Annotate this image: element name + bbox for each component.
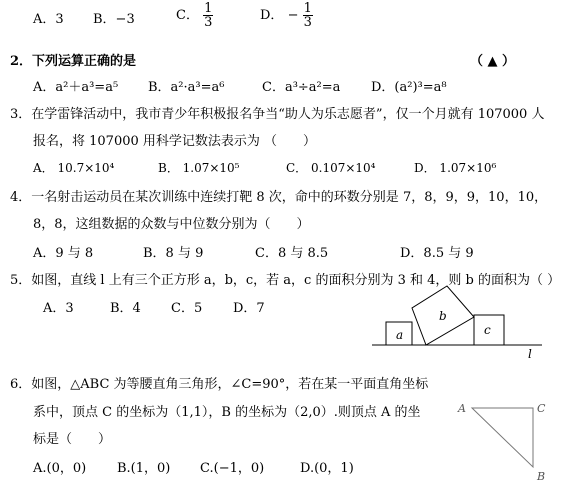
q1-option-c-fraction (203, 2, 213, 29)
q4-stem-line1: 4．一名射击运动员在某次训练中连续打靶 8 次，命中的环数分别是 7，8，9，9，10，10， (10, 190, 548, 205)
q3-stem-line1: 3．在学雷锋活动中，我市青少年积极报名争当“助人为乐志愿者”，仅一个月就有 107000 人 (10, 107, 545, 122)
q1-option-d-sign: − (287, 8, 299, 23)
q6-option-a: A.(0，0) (33, 461, 87, 476)
triangle-abc-figure (452, 394, 557, 489)
q2-answer-bracket: （ ▲ ） (470, 54, 516, 69)
q2-option-d: D．(a²)³=a⁸ (371, 80, 447, 95)
q4-stem-line2: 8，8，这组数据的众数与中位数分别为（ ） (33, 217, 310, 232)
square-a-label: a (396, 328, 404, 342)
triangle-abc (472, 408, 533, 467)
vertex-b-label: B (537, 470, 546, 483)
q4-option-c: C．8 与 8.5 (255, 246, 329, 261)
vertex-c-label: C (537, 402, 546, 415)
q5-option-d: D．7 (233, 301, 265, 316)
fraction-denominator: 3 (303, 15, 312, 30)
q3-option-d: D． 1.07×10⁶ (414, 161, 497, 175)
q2-stem-text: 2．下列运算正确的是 (10, 54, 137, 69)
q6-stem-line1: 6．如图，△ABC 为等腰直角三角形，∠C=90°，若在某一平面直角坐标 (10, 377, 429, 392)
q6-option-c: C.(−1，0) (200, 461, 265, 476)
q4-option-d: D．8.5 与 9 (400, 246, 474, 261)
q1-option-d-fraction (303, 2, 313, 29)
q3-option-a: A． 10.7×10⁴ (33, 161, 115, 175)
q6-option-d: D.(0，1) (300, 461, 354, 476)
q6-option-b: B.(1，0) (117, 461, 171, 476)
fraction-denominator: 3 (204, 15, 213, 30)
q5-stem: 5．如图，直线 l 上有三个正方形 a，b，c，若 a，c 的面积分别为 3 和 4，则 b 的面积为（ ） (10, 273, 561, 288)
q3-stem-line2: 报名，将 107000 用科学记数法表示为 （ ） (33, 134, 317, 149)
q2-option-c: C．a³÷a²=a (262, 80, 341, 95)
q5-option-b: B．4 (110, 301, 141, 316)
vertex-a-label: A (458, 402, 466, 415)
q1-option-b: B．−3 (93, 12, 135, 27)
square-c-label: c (484, 323, 491, 337)
q1-option-d-label: D． (260, 8, 284, 23)
q3-option-b: B． 1.07×10⁵ (158, 161, 240, 175)
q1-option-d (260, 2, 313, 29)
q1-option-c-label: C． (176, 8, 199, 23)
q4-option-b: B．8 与 9 (143, 246, 204, 261)
q1-option-a: A．3 (33, 12, 64, 27)
squares-on-line-figure (370, 280, 560, 362)
q1-option-c (176, 2, 213, 29)
q5-option-c: C．5 (171, 301, 203, 316)
q4-option-a: A．9 与 8 (33, 246, 94, 261)
square-b-label: b (439, 309, 447, 323)
q2-option-b: B．a²·a³=a⁶ (148, 80, 225, 95)
fraction-numerator: 1 (303, 1, 312, 16)
q5-option-a: A．3 (43, 301, 74, 316)
q3-option-c: C． 0.107×10⁴ (286, 161, 376, 175)
line-l-label: l (528, 347, 532, 361)
fraction-numerator: 1 (204, 1, 213, 16)
q2-option-a: A．a²＋a³=a⁵ (33, 80, 119, 95)
q2-stem (10, 50, 136, 69)
q6-stem-line2: 系中，顶点 C 的坐标为（1,1），B 的坐标为（2,0）.则顶点 A 的坐 (33, 405, 421, 420)
q6-stem-line3: 标是（ ） (33, 432, 112, 447)
